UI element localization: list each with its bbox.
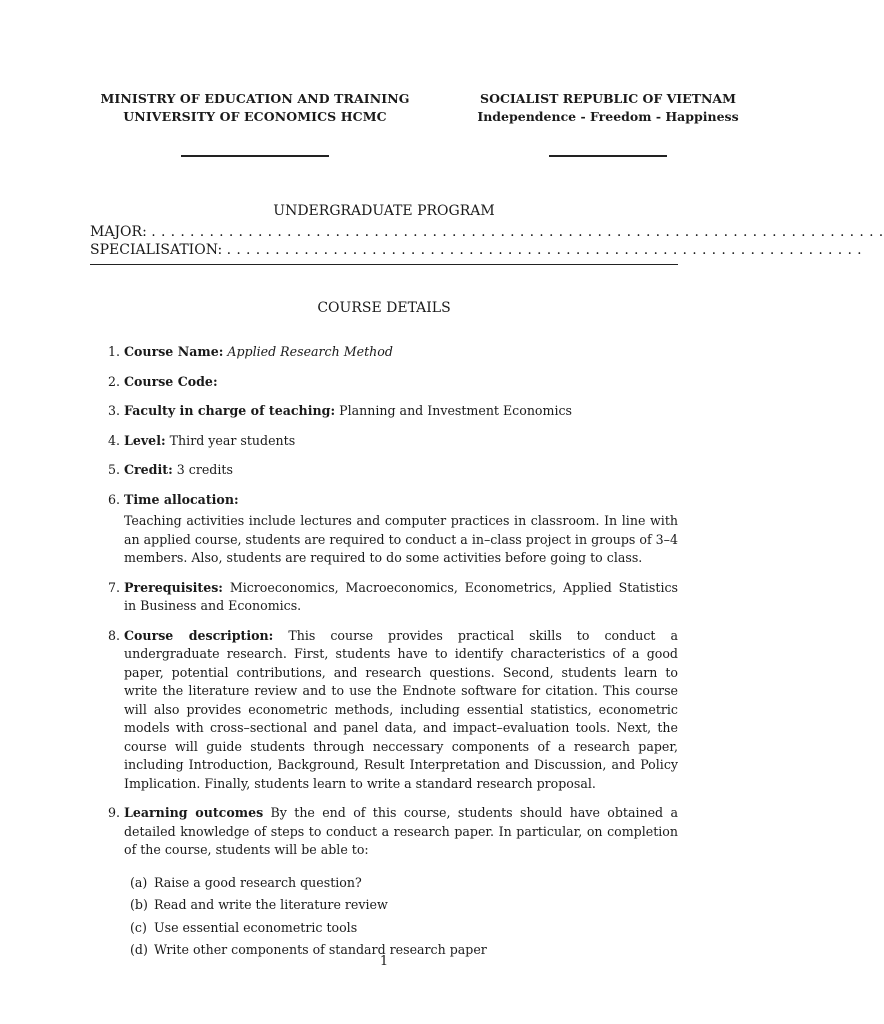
item-label: Learning outcomes bbox=[124, 805, 264, 820]
outcome-item bbox=[124, 919, 678, 938]
national-motto: Independence - Freedom - Happiness bbox=[477, 109, 739, 124]
outcome-label: (b) bbox=[130, 897, 148, 912]
section-title: COURSE DETAILS bbox=[317, 300, 451, 316]
list-item-learning-outcomes bbox=[100, 804, 678, 960]
item-value: By the end of this course, students should have obtained a detailed knowledge of steps to conduct a research paper. In particular, on completion of the course, students will be able to: bbox=[124, 805, 678, 857]
item-value: Microeconomics, Macroeconomics, Econometrics, Applied Statistics in Business and Economics. bbox=[124, 579, 678, 613]
right-header-rule bbox=[549, 155, 667, 157]
item-value: 3 credits bbox=[176, 462, 233, 477]
outcome-text: Write other components of standard research paper bbox=[154, 942, 487, 957]
course-details-list bbox=[100, 343, 678, 971]
item-number: 2. bbox=[107, 373, 120, 389]
section-divider bbox=[90, 264, 678, 265]
program-title: UNDERGRADUATE PROGRAM bbox=[273, 203, 495, 219]
item-number: 7. bbox=[107, 579, 120, 595]
item-number: 4. bbox=[107, 432, 120, 448]
list-item-course-code bbox=[100, 373, 678, 392]
list-item-level bbox=[100, 432, 678, 451]
item-label: Course Code: bbox=[124, 373, 218, 389]
list-item-time-allocation bbox=[100, 491, 678, 568]
item-label: Credit: bbox=[124, 462, 173, 477]
outcomes-sublist bbox=[124, 874, 678, 960]
republic-name: SOCIALIST REPUBLIC OF VIETNAM bbox=[480, 91, 736, 106]
list-item-course-description bbox=[100, 627, 678, 794]
item-label: Time allocation: bbox=[124, 491, 239, 507]
ministry-header bbox=[90, 90, 420, 126]
item-label: Course description: bbox=[124, 627, 274, 643]
outcome-label: (c) bbox=[130, 919, 147, 935]
item-number: 9. bbox=[107, 805, 120, 820]
item-number: 5. bbox=[107, 462, 120, 477]
item-value: Planning and Investment Economics bbox=[339, 403, 572, 418]
item-label: Level: bbox=[124, 432, 166, 448]
item-label: Course Name: bbox=[124, 344, 224, 359]
ministry-name: MINISTRY OF EDUCATION AND TRAINING bbox=[100, 91, 410, 106]
page-number: 1 bbox=[379, 954, 389, 969]
item-label: Faculty in charge of teaching: bbox=[124, 403, 336, 418]
major-fill-dots: . . . . . . . . . . . . . . . . . . . . . . . . . . . . . . . . . . . . . . . . . . . . . . . . . . . . . . . . . . . . . . . . . . . . . . . . . . . . bbox=[151, 224, 884, 240]
item-paragraph: Teaching activities include lectures and computer practices in classroom. In line with an applied course, students are required to conduct a in–class project in groups of 3–4 members. Also, students are required to do some activities before going to class. bbox=[124, 513, 678, 565]
item-value: This course provides practical skills to conduct a undergraduate research. First, students have to identify characteristics of a good paper, potential contributions, and research questions. Second, students learn to write the literature review and to use the Endnote software for citation. This course will also provides econometric methods, including essential statistics, econometric models with cross–sectional and panel data, and impact–evaluation tools. Next, the course will guide students through neccessary components of a research paper, including Introduction, Background, Result Interpretation and Discussion, and Policy Implication. Finally, students learn to write a standard research proposal. bbox=[124, 627, 679, 791]
item-number: 8. bbox=[107, 627, 120, 643]
list-item-course-name bbox=[100, 343, 678, 362]
item-value: Third year students bbox=[169, 432, 296, 448]
major-line bbox=[90, 223, 884, 241]
item-label: Prerequisites: bbox=[124, 579, 223, 595]
specialisation-label: SPECIALISATION: bbox=[90, 242, 223, 258]
outcome-item bbox=[124, 896, 678, 915]
outcome-label: (d) bbox=[130, 942, 148, 957]
outcome-text: Raise a good research question? bbox=[154, 874, 362, 890]
major-label: MAJOR: bbox=[90, 224, 147, 240]
list-item-faculty bbox=[100, 402, 678, 421]
outcome-text: Use essential econometric tools bbox=[154, 919, 358, 935]
left-header-rule bbox=[181, 155, 329, 157]
outcome-item bbox=[124, 874, 678, 893]
item-number: 3. bbox=[107, 403, 120, 418]
specialisation-fill-dots: . . . . . . . . . . . . . . . . . . . . . . . . . . . . . . . . . . . . . . . . . . . . . . . . . . . . . . . . . . . . . . . . . . bbox=[226, 242, 862, 258]
item-value: Applied Research Method bbox=[227, 344, 393, 359]
list-item-prerequisites bbox=[100, 579, 678, 616]
republic-header bbox=[468, 90, 748, 126]
list-item-credit bbox=[100, 461, 678, 480]
university-name: UNIVERSITY OF ECONOMICS HCMC bbox=[123, 109, 387, 124]
specialisation-line bbox=[90, 241, 862, 259]
item-number: 1. bbox=[107, 344, 120, 359]
outcome-label: (a) bbox=[130, 874, 148, 890]
outcome-text: Read and write the literature review bbox=[154, 897, 388, 912]
item-number: 6. bbox=[107, 491, 120, 507]
